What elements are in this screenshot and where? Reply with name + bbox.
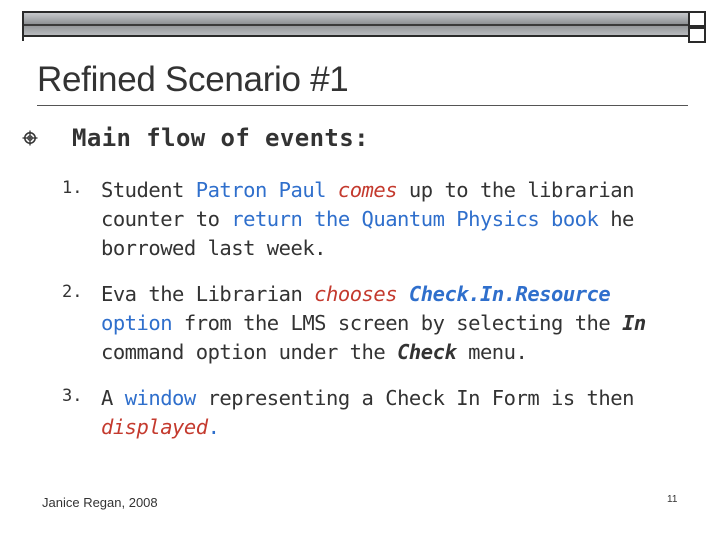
- text-run: up to the librarian counter to: [101, 178, 634, 231]
- slide-title: Refined Scenario #1: [37, 60, 349, 99]
- text-run: from the LMS screen by selecting the: [172, 311, 623, 335]
- text-run: [397, 282, 409, 306]
- step-text: [101, 176, 691, 263]
- main-flow-heading: Main flow of events:: [72, 124, 369, 152]
- text-run: In: [622, 311, 646, 335]
- footer-author-date: Janice Regan, 2008: [42, 495, 158, 510]
- text-run: displayed: [101, 415, 208, 439]
- text-run: window: [124, 386, 196, 410]
- text-run: A: [101, 386, 125, 410]
- text-run: .: [207, 415, 220, 439]
- text-run: Check.In.Resource: [408, 282, 611, 306]
- text-run: representing a Check In Form is then: [195, 386, 634, 410]
- text-run: menu.: [456, 340, 528, 364]
- step-text: [101, 280, 691, 367]
- text-run: [326, 178, 338, 202]
- text-run: Patron Paul: [195, 178, 327, 202]
- text-run: he borrowed last week.: [101, 207, 634, 260]
- text-run: Check: [397, 340, 457, 364]
- step-text: [101, 384, 691, 442]
- text-run: chooses: [314, 282, 398, 306]
- text-run: command option under the: [101, 340, 398, 364]
- text-run: Student: [101, 178, 196, 202]
- list-item: [0, 176, 720, 263]
- text-run: option: [101, 311, 173, 335]
- step-number: 1.: [62, 178, 83, 198]
- step-number: 2.: [62, 282, 83, 302]
- steps-list: [0, 176, 720, 459]
- header-decoration-box-bottom: [688, 27, 706, 43]
- text-run: Eva the Librarian: [101, 282, 315, 306]
- header-decoration-stroke: [22, 11, 24, 41]
- header-decoration-line: [24, 24, 688, 26]
- list-item: [0, 384, 720, 442]
- text-run: return the Quantum Physics book: [231, 207, 599, 231]
- text-run: comes: [337, 178, 398, 202]
- step-number: 3.: [62, 386, 83, 406]
- list-item: [0, 280, 720, 367]
- ornamental-bullet-icon: [22, 130, 38, 146]
- title-divider: [37, 105, 688, 106]
- page-number: 11: [667, 494, 678, 505]
- header-decoration-bar: [22, 11, 688, 37]
- header-decoration-box-top: [688, 11, 706, 27]
